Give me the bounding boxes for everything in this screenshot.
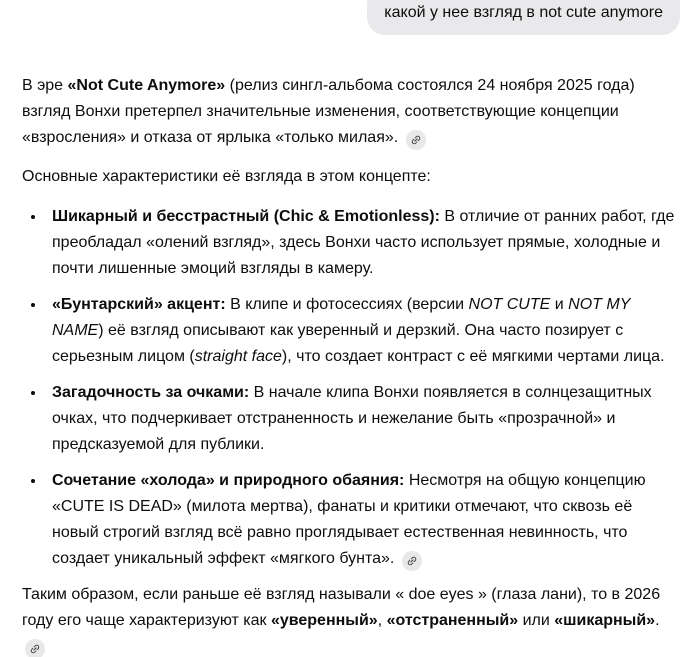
text-run: и (550, 296, 569, 313)
list-item (46, 203, 680, 282)
text-run: Основные характеристики её взгляда в этом концепте: (22, 168, 431, 185)
bold-text: «Бунтарский» акцент: (52, 296, 226, 313)
text-run: Несмотря на общую концепцию «CUTE IS DEAD» (милота мертва), фанаты и критики отмечают, что сквозь её новый строгий взгляд всё равно проглядывает естественная невинность, что создает уникальный эффект «мягкого бунта». (52, 472, 646, 567)
bold-text: Загадочность за очками: (52, 384, 250, 401)
bold-text: «отстраненный» (386, 612, 519, 629)
text-run: (релиз сингл-альбома состоялся 24 ноября 2025 года) взгляд Вонхи претерпел значительные изменения, соответствующие концепции «взросления» и отказа от ярлыка «только милая». (22, 77, 635, 146)
citation-link-chip[interactable] (25, 639, 45, 657)
text-run: В начале клипа Вонхи появляется в солнцезащитных очках, что подчеркивает отстраненность и нежелание быть «прозрачной» и предсказуемой для публики. (52, 384, 652, 453)
text-run: В клипе и фотосессиях (версии (225, 296, 469, 313)
assistant-paragraph-conclusion (22, 582, 680, 657)
link-icon (27, 641, 44, 657)
text-run: ) её взгляд описывают как уверенный и дерзкий. Она часто позирует с серьезным лицом ( (52, 322, 624, 365)
text-run: ), что создает контраст с её мягкими чертами лица. (281, 348, 665, 365)
citation-link-chip[interactable] (402, 551, 422, 571)
bold-text: «Not Cute Anymore» (67, 77, 226, 94)
bold-text: «шикарный» (554, 612, 656, 629)
bold-text: Сочетание «холода» и природного обаяния: (52, 472, 405, 489)
assistant-paragraph-lead-in (22, 164, 680, 190)
list-item (46, 379, 680, 458)
italic-text: straight face (194, 348, 282, 365)
user-message-row (22, 0, 680, 35)
text-run: . (655, 612, 660, 629)
assistant-paragraph-intro (22, 73, 680, 151)
bold-text: «уверенный» (270, 612, 378, 629)
assistant-message (22, 73, 680, 657)
text-run: Таким образом, если раньше её взгляд называли « doe eyes » (глаза лани), то в 2026 году его чаще характеризуют как (22, 586, 661, 629)
citation-link-chip[interactable] (406, 130, 426, 150)
text-run: В эре (22, 77, 68, 94)
list-item (46, 291, 680, 370)
text-run: или (518, 612, 555, 629)
text-run: В отличие от ранних работ, где преобладал «олений взгляд», здесь Вонхи часто использует прямые, холодные и почти лишенные эмоций взгляды в камеру. (52, 208, 675, 277)
link-icon (407, 132, 424, 149)
user-message-bubble (367, 0, 680, 35)
italic-text: NOT MY NAME (52, 296, 631, 339)
link-icon (403, 553, 420, 570)
user-message-text: какой у нее взгляд в not cute anymore (384, 4, 663, 21)
bold-text: Шикарный и бесстрастный (Chic & Emotionless): (52, 208, 440, 225)
italic-text: NOT CUTE (468, 296, 551, 313)
text-run: , (377, 612, 387, 629)
characteristics-bullet-list (22, 203, 680, 572)
list-item (46, 467, 680, 572)
